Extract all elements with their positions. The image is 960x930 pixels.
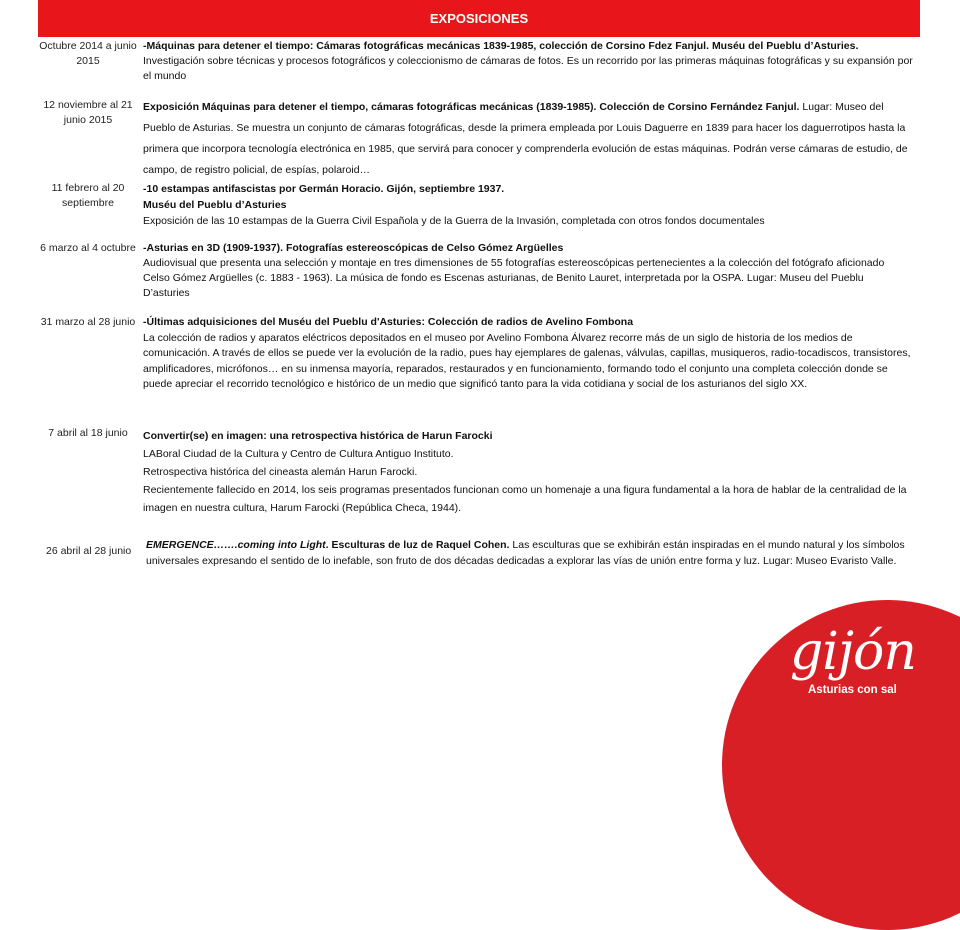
row-title-emphasis: EMERGENCE…….coming into Light [146, 539, 326, 551]
gijon-logo-wordmark: gijón [790, 622, 916, 682]
row-date: 7 abril al 18 junio [48, 427, 128, 439]
row-date: 26 abril al 28 junio [46, 545, 132, 557]
row-date: 11 febrero al 20 septiembre [51, 182, 125, 209]
row-date: Octubre 2014 a junio 2015 [39, 40, 137, 67]
row-title: Exposición Máquinas para detener el tiempo, cámaras fotográficas mecánicas (1839-1985). Colección de Corsino Fernández Fanjul. [143, 101, 800, 113]
row-body: Audiovisual que presenta una selección y montaje en tres dimensiones de 55 fotografías estereoscópicas pertenecientes a la colección del fotógrafo aficionado Celso Gómez Argüelles (c. 1883 - 1963). La música de fondo es Escenas asturianas, de Benito Lauret, interpretada por la OSPA. Lugar: Museu del Pueblu D’asturies [143, 257, 885, 299]
row-description [143, 427, 913, 517]
row-date: 12 noviembre al 21 junio 2015 [43, 99, 133, 126]
exposiciones-header [38, 0, 920, 37]
row-title: -Asturias en 3D (1909-1937). Fotografías estereoscópicas de Celso Gómez Argüelles [143, 242, 564, 254]
row-title: -10 estampas antifascistas por Germán Horacio. Gijón, septiembre 1937. [143, 183, 505, 195]
row-description [146, 538, 912, 569]
row-line2: LABoral Ciudad de la Cultura y Centro de Cultura Antiguo Instituto. [143, 448, 454, 460]
row-description [143, 97, 913, 181]
header-title: EXPOSICIONES [429, 11, 529, 26]
row-body: Las esculturas que se exhibirán están inspiradas en el mundo natural y los símbolos universales expresando el sentido de lo inefable, son fruto de dos décadas dedicadas a explorar las vías de unión entre forma y luz. Lugar: Museo Evaristo Valle. [146, 539, 905, 567]
row-title: Convertir(se) en imagen: una retrospectiva histórica de Harun Farocki [143, 430, 493, 442]
row-body: Lugar: Museo del Pueblo de Asturias. Se muestra un conjunto de cámaras fotográficas, desde la primera empleada por Louis Daguerre en 1839 para hacer los daguerrotipos hasta la primera que incorpora tecnología electrónica en 1985, que servirá para conocer y comprenderla evolución de estas máquinas. Podrán verse cámaras de estudio, de campo, de registro policial, de espías, polaroid… [143, 101, 908, 176]
row-description [143, 181, 913, 229]
row-description [143, 39, 913, 84]
row-description [143, 315, 913, 393]
row-description [143, 241, 913, 301]
row-title: . Esculturas de luz de Raquel Cohen. [325, 539, 510, 551]
row-subtitle: Muséu del Pueblu d’Asturies [143, 199, 287, 211]
row-date: 6 marzo al 4 octubre [40, 242, 136, 254]
row-title: -Últimas adquisiciones del Muséu del Pueblu d'Asturies: Colección de radios de Avelino Fombona [143, 316, 634, 328]
row-title: -Máquinas para detener el tiempo: Cámaras fotográficas mecánicas 1839-1985, colección de Corsino Fdez Fanjul. Muséu del Pueblu d’Asturies. [143, 40, 859, 52]
row-body: La colección de radios y aparatos eléctricos depositados en el museo por Avelino Fombona Álvarez recorre más de un siglo de historia de los medios de comunicación. A través de ellos se puede ver la evolución de la radio, pues hay ejemplares de galenas, válvulas, capillas, musiqueros, radio-tocadiscos, transistores, amplificadores, micrófonos… en su inmensa mayoría, reparados, restaurados y en funcionamiento, formando todo el conjunto una completa colección donde se puede apreciar el recorrido tecnológico e histórico de un medio que significó tanto para la vida cotidiana y social de los asturianos del siglo XX. [143, 331, 911, 391]
row-date: 31 marzo al 28 junio [40, 316, 136, 328]
gijon-logo-tagline: Asturias con sal [808, 684, 897, 696]
row-body: Exposición de las 10 estampas de la Guerra Civil Española y de la Guerra de la Invasión, completada con otros fondos documentales [143, 215, 765, 227]
row-line3: Retrospectiva histórica del cineasta alemán Harun Farocki. [143, 466, 418, 478]
row-body: Investigación sobre técnicas y procesos fotográficos y coleccionismo de cámaras de fotos. Es un recorrido por las primeras máquinas fotográficas y su expansión por el mundo [143, 55, 913, 82]
row-body: Recientemente fallecido en 2014, los seis programas presentados funcionan como un homenaje a una figura fundamental a la hora de hablar de la centralidad de la imagen en nuestra cultura, Harum Farocki (República Checa, 1944). [143, 484, 907, 514]
